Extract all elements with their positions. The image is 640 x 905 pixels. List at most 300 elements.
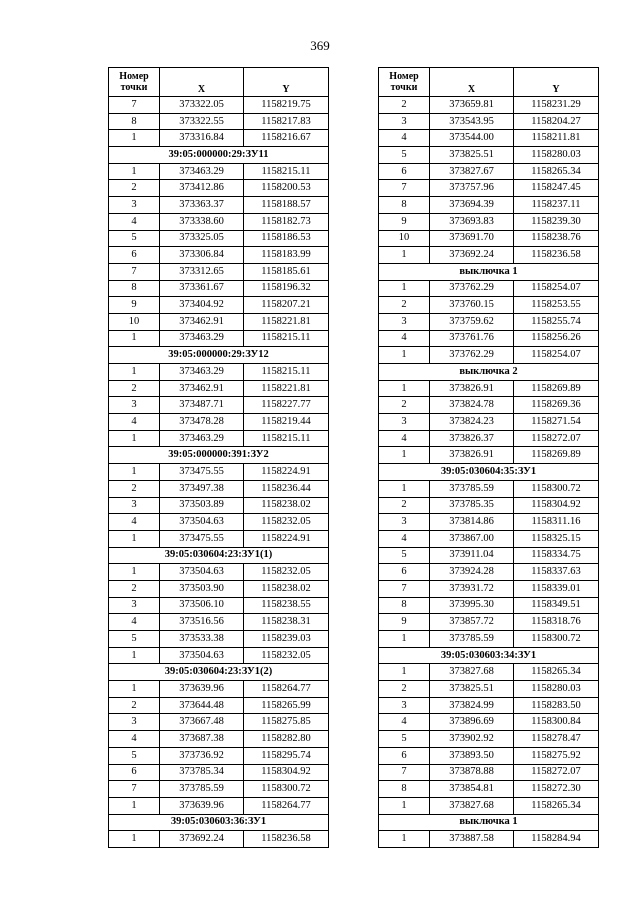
x-coordinate-cell: 373463.29 [160, 330, 244, 347]
x-coordinate-cell: 373503.89 [160, 497, 244, 514]
x-coordinate-cell: 373736.92 [160, 747, 244, 764]
point-number-cell: 2 [109, 697, 160, 714]
table-row [379, 781, 599, 798]
table-row [109, 197, 329, 214]
point-number-cell: 4 [109, 414, 160, 431]
table-row [379, 397, 599, 414]
x-coordinate-cell: 373475.55 [160, 530, 244, 547]
point-number-cell: 8 [379, 197, 430, 214]
table-row [109, 831, 329, 848]
x-coordinate-cell: 373785.59 [430, 480, 514, 497]
table-row [379, 530, 599, 547]
section-header-row [109, 147, 329, 164]
y-coordinate-cell: 1158304.92 [514, 497, 599, 514]
y-coordinate-cell: 1158227.77 [244, 397, 329, 414]
table-row [109, 514, 329, 531]
header-point-number: Номер точки [109, 68, 160, 97]
section-header-row [109, 547, 329, 564]
table-row [379, 380, 599, 397]
y-coordinate-cell: 1158300.72 [244, 781, 329, 798]
y-coordinate-cell: 1158219.44 [244, 414, 329, 431]
y-coordinate-cell: 1158325.15 [514, 530, 599, 547]
point-number-cell: 5 [109, 747, 160, 764]
table-row [109, 747, 329, 764]
y-coordinate-cell: 1158337.63 [514, 564, 599, 581]
x-coordinate-cell: 373878.88 [430, 764, 514, 781]
x-coordinate-cell: 373825.51 [430, 147, 514, 164]
table-row [379, 147, 599, 164]
section-header-row [109, 447, 329, 464]
point-number-cell: 7 [109, 781, 160, 798]
point-number-cell: 1 [379, 631, 430, 648]
x-coordinate-cell: 373867.00 [430, 530, 514, 547]
table-row [109, 330, 329, 347]
x-coordinate-cell: 373893.50 [430, 747, 514, 764]
point-number-cell: 9 [379, 213, 430, 230]
point-number-cell: 3 [379, 414, 430, 431]
point-number-cell: 3 [109, 714, 160, 731]
y-coordinate-cell: 1158269.89 [514, 380, 599, 397]
point-number-cell: 1 [109, 797, 160, 814]
x-coordinate-cell: 373687.38 [160, 731, 244, 748]
table-row [109, 380, 329, 397]
x-coordinate-cell: 373887.58 [430, 831, 514, 848]
table-row [379, 97, 599, 114]
section-header-row [379, 464, 599, 481]
table-row [379, 747, 599, 764]
x-coordinate-cell: 373824.78 [430, 397, 514, 414]
point-number-cell: 6 [379, 747, 430, 764]
point-number-cell: 10 [109, 313, 160, 330]
x-coordinate-cell: 373911.04 [430, 547, 514, 564]
x-coordinate-cell: 373312.65 [160, 263, 244, 280]
y-coordinate-cell: 1158215.11 [244, 364, 329, 381]
section-title: 39:05:000000:29:ЗУ11 [109, 147, 329, 164]
y-coordinate-cell: 1158349.51 [514, 597, 599, 614]
table-row [109, 414, 329, 431]
y-coordinate-cell: 1158253.55 [514, 297, 599, 314]
y-coordinate-cell: 1158219.75 [244, 97, 329, 114]
x-coordinate-cell: 373504.63 [160, 564, 244, 581]
point-number-cell: 4 [379, 530, 430, 547]
x-coordinate-cell: 373692.24 [160, 831, 244, 848]
x-coordinate-cell: 373667.48 [160, 714, 244, 731]
point-number-cell: 2 [109, 380, 160, 397]
y-coordinate-cell: 1158264.77 [244, 797, 329, 814]
section-header-row [109, 664, 329, 681]
x-coordinate-cell: 373322.55 [160, 113, 244, 130]
table-row [379, 213, 599, 230]
point-number-cell: 3 [379, 313, 430, 330]
y-coordinate-cell: 1158265.34 [514, 664, 599, 681]
x-coordinate-cell: 373761.76 [430, 330, 514, 347]
x-coordinate-cell: 373462.91 [160, 313, 244, 330]
table-row [379, 631, 599, 648]
y-coordinate-cell: 1158269.89 [514, 447, 599, 464]
table-row [109, 213, 329, 230]
table-row [109, 631, 329, 648]
table-row [379, 614, 599, 631]
point-number-cell: 4 [379, 130, 430, 147]
point-number-cell: 5 [109, 230, 160, 247]
point-number-cell: 7 [379, 180, 430, 197]
x-coordinate-cell: 373896.69 [430, 714, 514, 731]
x-coordinate-cell: 373497.38 [160, 480, 244, 497]
point-number-cell: 1 [379, 831, 430, 848]
point-number-cell: 1 [109, 330, 160, 347]
x-coordinate-cell: 373826.91 [430, 447, 514, 464]
y-coordinate-cell: 1158221.81 [244, 380, 329, 397]
table-row [379, 197, 599, 214]
x-coordinate-cell: 373692.24 [430, 247, 514, 264]
table-row [109, 597, 329, 614]
coordinates-table-right [378, 67, 599, 848]
table-row [379, 430, 599, 447]
y-coordinate-cell: 1158185.61 [244, 263, 329, 280]
x-coordinate-cell: 373824.23 [430, 414, 514, 431]
point-number-cell: 6 [109, 247, 160, 264]
x-coordinate-cell: 373504.63 [160, 647, 244, 664]
y-coordinate-cell: 1158275.92 [514, 747, 599, 764]
point-number-cell: 1 [379, 480, 430, 497]
y-coordinate-cell: 1158188.57 [244, 197, 329, 214]
y-coordinate-cell: 1158236.58 [244, 831, 329, 848]
table-row [379, 564, 599, 581]
y-coordinate-cell: 1158215.11 [244, 163, 329, 180]
point-number-cell: 2 [379, 681, 430, 698]
x-coordinate-cell: 373533.38 [160, 631, 244, 648]
table-row [109, 731, 329, 748]
point-number-cell: 3 [109, 397, 160, 414]
table-row [379, 681, 599, 698]
table-row [379, 547, 599, 564]
y-coordinate-cell: 1158265.99 [244, 697, 329, 714]
point-number-cell: 1 [379, 247, 430, 264]
x-coordinate-cell: 373361.67 [160, 280, 244, 297]
point-number-cell: 2 [109, 180, 160, 197]
point-number-cell: 3 [109, 197, 160, 214]
x-coordinate-cell: 373475.55 [160, 464, 244, 481]
point-number-cell: 1 [109, 681, 160, 698]
y-coordinate-cell: 1158183.99 [244, 247, 329, 264]
table-row [109, 480, 329, 497]
point-number-cell: 3 [109, 597, 160, 614]
table-row [109, 313, 329, 330]
point-number-cell: 1 [109, 163, 160, 180]
x-coordinate-cell: 373785.59 [430, 631, 514, 648]
point-number-cell: 8 [379, 597, 430, 614]
x-coordinate-cell: 373659.81 [430, 97, 514, 114]
x-coordinate-cell: 373316.84 [160, 130, 244, 147]
x-coordinate-cell: 373503.90 [160, 580, 244, 597]
y-coordinate-cell: 1158334.75 [514, 547, 599, 564]
table-header-row [109, 68, 329, 97]
x-coordinate-cell: 373693.83 [430, 213, 514, 230]
y-coordinate-cell: 1158284.94 [514, 831, 599, 848]
point-number-cell: 1 [109, 364, 160, 381]
x-coordinate-cell: 373854.81 [430, 781, 514, 798]
section-header-row [379, 814, 599, 831]
y-coordinate-cell: 1158217.83 [244, 113, 329, 130]
x-coordinate-cell: 373827.68 [430, 797, 514, 814]
y-coordinate-cell: 1158237.11 [514, 197, 599, 214]
table-row [379, 731, 599, 748]
y-coordinate-cell: 1158215.11 [244, 330, 329, 347]
section-title: 39:05:000000:391:ЗУ2 [109, 447, 329, 464]
y-coordinate-cell: 1158232.05 [244, 647, 329, 664]
table-row [379, 113, 599, 130]
point-number-cell: 3 [379, 514, 430, 531]
table-row [379, 180, 599, 197]
section-header-row [379, 263, 599, 280]
y-coordinate-cell: 1158254.07 [514, 347, 599, 364]
x-coordinate-cell: 373404.92 [160, 297, 244, 314]
table-row [379, 797, 599, 814]
x-coordinate-cell: 373462.91 [160, 380, 244, 397]
table-row [379, 130, 599, 147]
point-number-cell: 3 [379, 113, 430, 130]
table-row [109, 714, 329, 731]
x-coordinate-cell: 373504.63 [160, 514, 244, 531]
y-coordinate-cell: 1158247.45 [514, 180, 599, 197]
point-number-cell: 2 [109, 480, 160, 497]
table-row [109, 230, 329, 247]
point-number-cell: 3 [109, 497, 160, 514]
point-number-cell: 1 [109, 530, 160, 547]
table-row [379, 347, 599, 364]
section-title: 39:05:000000:29:ЗУ12 [109, 347, 329, 364]
y-coordinate-cell: 1158238.55 [244, 597, 329, 614]
header-x: X [160, 68, 244, 97]
point-number-cell: 8 [109, 113, 160, 130]
table-row [109, 280, 329, 297]
table-row [379, 697, 599, 714]
table-row [109, 697, 329, 714]
x-coordinate-cell: 373306.84 [160, 247, 244, 264]
x-coordinate-cell: 373785.34 [160, 764, 244, 781]
y-coordinate-cell: 1158271.54 [514, 414, 599, 431]
x-coordinate-cell: 373827.68 [430, 664, 514, 681]
table-row [109, 764, 329, 781]
table-row [379, 280, 599, 297]
x-coordinate-cell: 373412.86 [160, 180, 244, 197]
table-row [109, 163, 329, 180]
point-number-cell: 1 [379, 280, 430, 297]
table-row [379, 580, 599, 597]
y-coordinate-cell: 1158186.53 [244, 230, 329, 247]
x-coordinate-cell: 373639.96 [160, 797, 244, 814]
table-row [379, 330, 599, 347]
y-coordinate-cell: 1158275.85 [244, 714, 329, 731]
x-coordinate-cell: 373487.71 [160, 397, 244, 414]
table-row [109, 580, 329, 597]
table-row [109, 647, 329, 664]
point-number-cell: 4 [109, 514, 160, 531]
table-row [379, 497, 599, 514]
x-coordinate-cell: 373762.29 [430, 347, 514, 364]
y-coordinate-cell: 1158236.58 [514, 247, 599, 264]
section-title: выключка 1 [379, 263, 599, 280]
y-coordinate-cell: 1158239.30 [514, 213, 599, 230]
x-coordinate-cell: 373338.60 [160, 213, 244, 230]
y-coordinate-cell: 1158272.07 [514, 764, 599, 781]
x-coordinate-cell: 373759.62 [430, 313, 514, 330]
x-coordinate-cell: 373322.05 [160, 97, 244, 114]
table-row [109, 430, 329, 447]
x-coordinate-cell: 373762.29 [430, 280, 514, 297]
point-number-cell: 1 [109, 831, 160, 848]
y-coordinate-cell: 1158200.53 [244, 180, 329, 197]
page-number: 369 [310, 38, 330, 53]
x-coordinate-cell: 373463.29 [160, 430, 244, 447]
table-row [109, 781, 329, 798]
section-title: 39:05:030603:34:ЗУ1 [379, 647, 599, 664]
y-coordinate-cell: 1158300.84 [514, 714, 599, 731]
y-coordinate-cell: 1158304.92 [244, 764, 329, 781]
x-coordinate-cell: 373995.30 [430, 597, 514, 614]
table-row [379, 313, 599, 330]
table-row [379, 247, 599, 264]
point-number-cell: 5 [379, 147, 430, 164]
point-number-cell: 1 [109, 564, 160, 581]
y-coordinate-cell: 1158254.07 [514, 280, 599, 297]
y-coordinate-cell: 1158300.72 [514, 631, 599, 648]
x-coordinate-cell: 373644.48 [160, 697, 244, 714]
y-coordinate-cell: 1158238.76 [514, 230, 599, 247]
x-coordinate-cell: 373543.95 [430, 113, 514, 130]
y-coordinate-cell: 1158295.74 [244, 747, 329, 764]
point-number-cell: 7 [379, 764, 430, 781]
x-coordinate-cell: 373478.28 [160, 414, 244, 431]
table-row [109, 797, 329, 814]
y-coordinate-cell: 1158278.47 [514, 731, 599, 748]
section-header-row [109, 347, 329, 364]
y-coordinate-cell: 1158238.31 [244, 614, 329, 631]
header-y: Y [514, 68, 599, 97]
y-coordinate-cell: 1158215.11 [244, 430, 329, 447]
point-number-cell: 2 [379, 297, 430, 314]
point-number-cell: 2 [379, 497, 430, 514]
x-coordinate-cell: 373902.92 [430, 731, 514, 748]
point-number-cell: 10 [379, 230, 430, 247]
table-row [379, 514, 599, 531]
table-row [109, 564, 329, 581]
section-title: 39:05:030604:23:ЗУ1(1) [109, 547, 329, 564]
y-coordinate-cell: 1158216.67 [244, 130, 329, 147]
x-coordinate-cell: 373516.56 [160, 614, 244, 631]
coordinates-table-left [108, 67, 329, 848]
table-row [379, 163, 599, 180]
y-coordinate-cell: 1158238.02 [244, 497, 329, 514]
point-number-cell: 1 [379, 797, 430, 814]
y-coordinate-cell: 1158239.03 [244, 631, 329, 648]
table-row [109, 497, 329, 514]
point-number-cell: 3 [379, 697, 430, 714]
section-title: выключка 1 [379, 814, 599, 831]
point-number-cell: 9 [379, 614, 430, 631]
table-row [109, 397, 329, 414]
point-number-cell: 6 [379, 564, 430, 581]
section-title: 39:05:030603:36:ЗУ1 [109, 814, 329, 831]
point-number-cell: 5 [379, 547, 430, 564]
x-coordinate-cell: 373931.72 [430, 580, 514, 597]
point-number-cell: 6 [379, 163, 430, 180]
table-header-row [379, 68, 599, 97]
x-coordinate-cell: 373824.99 [430, 697, 514, 714]
table-row [109, 614, 329, 631]
y-coordinate-cell: 1158211.81 [514, 130, 599, 147]
point-number-cell: 4 [379, 330, 430, 347]
x-coordinate-cell: 373785.35 [430, 497, 514, 514]
table-row [109, 297, 329, 314]
y-coordinate-cell: 1158196.32 [244, 280, 329, 297]
x-coordinate-cell: 373639.96 [160, 681, 244, 698]
x-coordinate-cell: 373694.39 [430, 197, 514, 214]
table-row [379, 230, 599, 247]
point-number-cell: 8 [109, 280, 160, 297]
point-number-cell: 7 [109, 97, 160, 114]
section-header-row [379, 364, 599, 381]
y-coordinate-cell: 1158280.03 [514, 147, 599, 164]
x-coordinate-cell: 373826.91 [430, 380, 514, 397]
point-number-cell: 1 [379, 347, 430, 364]
x-coordinate-cell: 373924.28 [430, 564, 514, 581]
point-number-cell: 2 [379, 97, 430, 114]
x-coordinate-cell: 373857.72 [430, 614, 514, 631]
point-number-cell: 4 [109, 614, 160, 631]
table-row [109, 681, 329, 698]
point-number-cell: 7 [109, 263, 160, 280]
y-coordinate-cell: 1158311.16 [514, 514, 599, 531]
table-row [379, 447, 599, 464]
section-header-row [109, 814, 329, 831]
table-row [109, 130, 329, 147]
point-number-cell: 2 [379, 397, 430, 414]
header-y: Y [244, 68, 329, 97]
point-number-cell: 4 [379, 430, 430, 447]
y-coordinate-cell: 1158272.30 [514, 781, 599, 798]
table-row [379, 831, 599, 848]
table-row [109, 464, 329, 481]
table-row [379, 714, 599, 731]
table-row [379, 480, 599, 497]
point-number-cell: 6 [109, 764, 160, 781]
table-row [109, 263, 329, 280]
x-coordinate-cell: 373463.29 [160, 163, 244, 180]
point-number-cell: 1 [379, 664, 430, 681]
x-coordinate-cell: 373760.15 [430, 297, 514, 314]
y-coordinate-cell: 1158221.81 [244, 313, 329, 330]
y-coordinate-cell: 1158207.21 [244, 297, 329, 314]
y-coordinate-cell: 1158238.02 [244, 580, 329, 597]
y-coordinate-cell: 1158265.34 [514, 797, 599, 814]
y-coordinate-cell: 1158339.01 [514, 580, 599, 597]
point-number-cell: 1 [109, 130, 160, 147]
table-row [109, 180, 329, 197]
point-number-cell: 1 [379, 447, 430, 464]
y-coordinate-cell: 1158265.34 [514, 163, 599, 180]
point-number-cell: 4 [379, 714, 430, 731]
y-coordinate-cell: 1158282.80 [244, 731, 329, 748]
x-coordinate-cell: 373814.86 [430, 514, 514, 531]
y-coordinate-cell: 1158272.07 [514, 430, 599, 447]
y-coordinate-cell: 1158255.74 [514, 313, 599, 330]
point-number-cell: 2 [109, 580, 160, 597]
x-coordinate-cell: 373827.67 [430, 163, 514, 180]
table-row [379, 764, 599, 781]
table-row [379, 414, 599, 431]
y-coordinate-cell: 1158269.36 [514, 397, 599, 414]
